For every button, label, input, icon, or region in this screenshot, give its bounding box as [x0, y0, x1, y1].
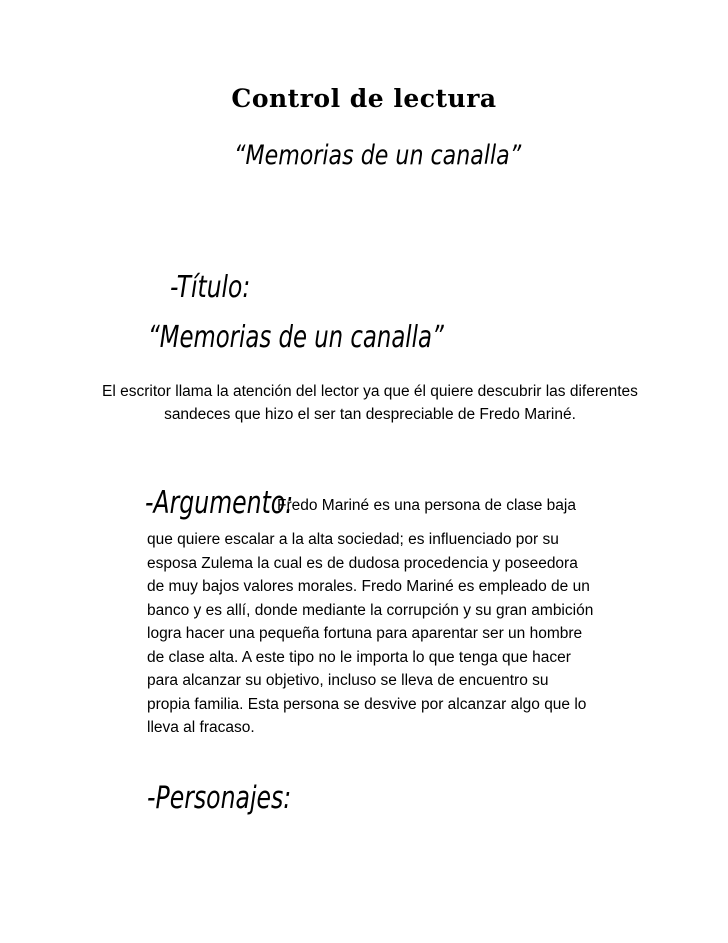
argumento-heading: -Argumento:: [145, 485, 294, 521]
titulo-value: “Memorias de un canalla”: [148, 320, 444, 355]
argumento-line: banco y es allí, donde mediante la corrupción y su gran ambición: [147, 601, 594, 619]
argumento-line: esposa Zulema la cual es de dudosa procedencia y poseedora: [147, 554, 578, 572]
argumento-line: que quiere escalar a la alta sociedad; es influenciado por su: [147, 531, 559, 548]
titulo-heading: -Título:: [170, 270, 251, 305]
document-title: Control de lectura: [231, 84, 497, 113]
argumento-line: propia familia. Esta persona se desvive por alcanzar algo que lo: [147, 695, 587, 713]
document-subtitle: “Memorias de un canalla”: [234, 140, 522, 171]
argumento-paragraph: [147, 528, 667, 740]
argumento-line: logra hacer una pequeña fortuna para aparentar ser un hombre: [147, 625, 583, 642]
personajes-heading: -Personajes:: [147, 780, 292, 816]
argumento-line: de clase alta. A este tipo no le importa lo que tenga que hacer: [147, 648, 571, 666]
titulo-paragraph: El escritor llama la atención del lector ya que él quiere descubrir las diferentes sandeces que hizo el ser tan despreciable de Fredo Mariné.: [102, 383, 638, 423]
argumento-first-line: Fredo Mariné es una persona de clase baja: [277, 497, 576, 514]
argumento-line: lleva al fracaso.: [147, 719, 255, 736]
argumento-line: para alcanzar su objetivo, incluso se lleva de encuentro su: [147, 672, 549, 689]
argumento-line: de muy bajos valores morales. Fredo Mariné es empleado de un: [147, 578, 590, 595]
